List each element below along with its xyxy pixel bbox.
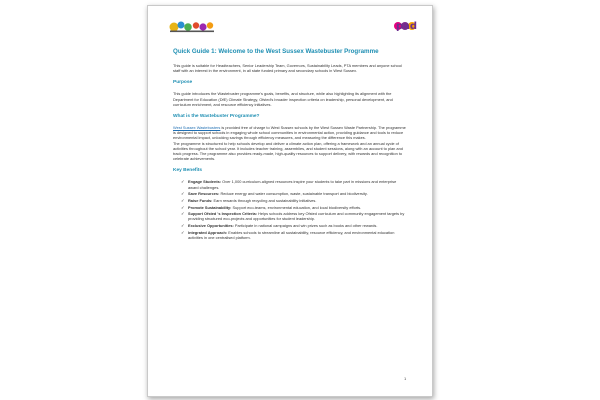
benefit-item: ✓ Integrated Approach: Enables schools to streamline all sustainability, resource efficiency, and environmental education activities in one centralised platform.: [181, 229, 395, 240]
checkmark-icon: ✓: [181, 197, 185, 203]
checkmark-icon: ✓: [181, 223, 185, 229]
what-paragraph-2: The programme is structured to help schools develop and deliver a climate action plan, offering a framework and an annual cycle of activities throughout the school year. It includes teacher training, assemblies, and student sessions, along with an account to plan and track progress. The programme also provides ready-made, high-quality resources to support delivery, with rewards and recognition to celebrate achievements.: [173, 140, 403, 162]
benefit-item: ✓ Raise Funds: Earn rewards through recycling and sustainability initiatives.: [181, 197, 317, 203]
checkmark-icon: ✓: [181, 211, 185, 217]
benefit-item: ✓ Save Resources: Reduce energy and water consumption, waste, sustainable transport and biodiversity.: [181, 191, 368, 197]
wastebusters-link[interactable]: West Sussex Wastebusters: [173, 125, 221, 131]
intro-paragraph: This guide is suitable for Headteachers, Senior Leadership Team, Governors, Sustainability Leads, PTA members and anyone school staff with an interest in the environment, in all state funded primary and secondary schools in West Sussex.: [173, 63, 402, 74]
page-number: 1: [404, 376, 407, 381]
checkmark-icon: ✓: [181, 179, 185, 185]
what-text: is provided free of charge to West Sussex schools by the West Sussex Waste Partnership. The programme is designed to support schools in engaging whole school communities in environmental action, providing guidance and tools to reduce environmental impact, unlocking savings through efficiency measures, and measuring the difference this makes.: [173, 125, 406, 141]
pad-logo: [393, 16, 417, 36]
checkmark-icon: ✓: [181, 229, 185, 235]
checkmark-icon: ✓: [181, 191, 185, 197]
pad-logo-text: pad: [396, 21, 417, 32]
benefit-item: ✓ Support Ofsted 's Inspection Criteria: Helps schools address key Ofsted curriculum and community engagement targets by providing structured eco-projects and opportunities for student leadership.: [181, 211, 405, 222]
checkmark-icon: ✓: [181, 204, 185, 210]
purpose-heading: Purpose: [173, 80, 193, 86]
wastebusters-logo: [168, 18, 218, 34]
benefits-list: [173, 179, 407, 240]
what-heading: What is the Wastebuster Programme?: [173, 114, 260, 120]
document-content: [173, 48, 407, 242]
benefit-item: ✓ Promote Sustainability: Support eco-teams, environmental education, and local biodiversity efforts.: [181, 204, 362, 210]
benefit-item: ✓ Engage Students: Over 1,000 curriculum-aligned resources inspire your students to take part in missions and enterprise award challenges.: [181, 179, 397, 190]
document-page: [147, 5, 433, 397]
benefits-heading: Key Benefits: [173, 168, 203, 174]
document-title: Quick Guide 1: Welcome to the West Sussex Wastebuster Programme: [173, 48, 379, 55]
benefit-item: ✓ Exclusive Opportunities: Participate in national campaigns and win prizes such as books and other rewards.: [181, 223, 378, 229]
what-paragraph: [173, 125, 407, 141]
purpose-paragraph: This guide introduces the Wastebuster programme's goals, benefits, and structure, while also highlighting its alignment with the Department for Education (DfE) Climate Strategy, Ofsted's broader inspection criteria on leadership, personal development, and curriculum enrichment, and resource efficiency initiatives.: [173, 91, 393, 107]
